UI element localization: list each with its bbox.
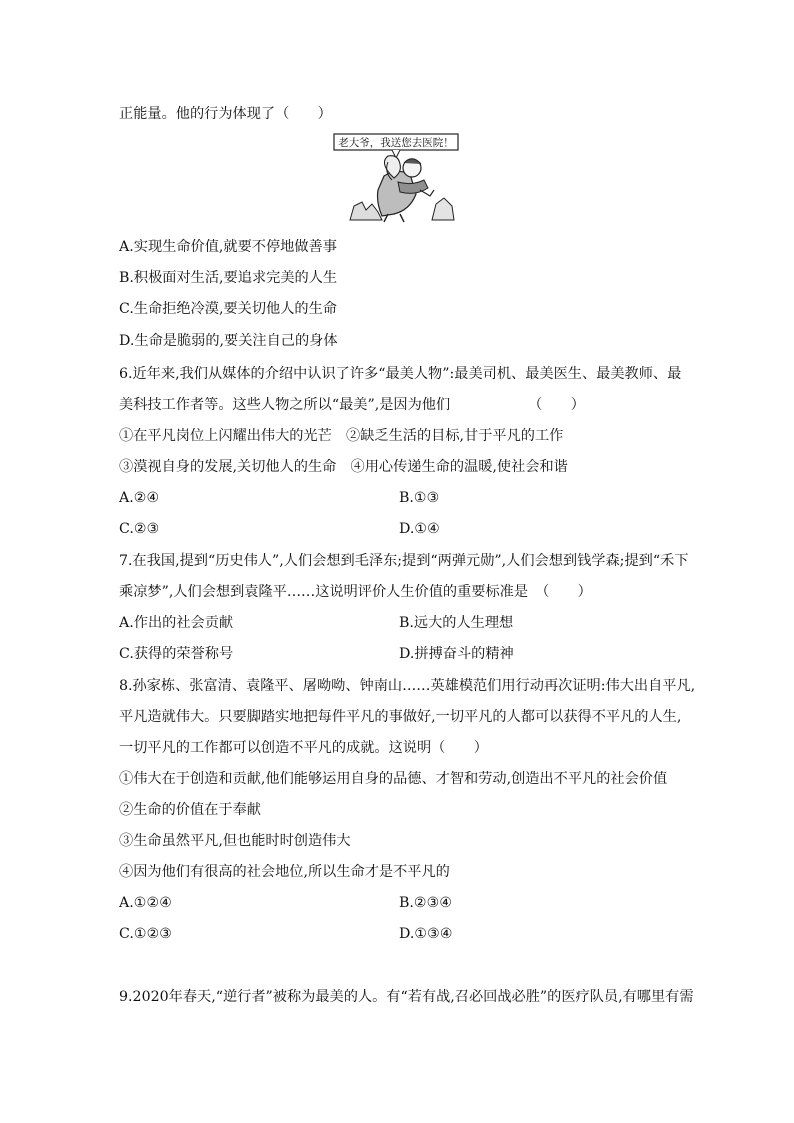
question-5-stem-end: 正能量。他的行为体现了（ ） [119,106,332,122]
q5-option-a: A.实现生命价值,就要不停地做善事 [119,239,337,255]
q8-statement-3: ③生命虽然平凡,但也能时时创造伟大 [119,833,351,849]
q6-option-a: A.②④ [119,490,160,506]
q8-stem-line-3: 一切平凡的工作都可以创造不平凡的成就。这说明（ ） [119,740,488,756]
q6-statement-1: ①在平凡岗位上闪耀出伟大的光芒 ②缺乏生活的目标,甘于平凡的工作 [119,428,564,444]
q7-option-a: A.作出的社会贡献 [119,615,234,631]
q8-stem-line-2: 平凡造就伟大。只要脚踏实地把每件平凡的事做好,一切平凡的人都可以获得不平凡的人生, [119,709,682,725]
q5-option-d: D.生命是脆弱的,要关注自己的身体 [119,333,338,349]
q9-stem-line-1: 9.2020年春天,“逆行者”被称为最美的人。有“若有战,召必回战必胜”的医疗队员,有哪里有需 [119,989,694,1005]
q7-option-c: C.获得的荣誉称号 [119,646,234,662]
q7-option-d: D.拼搏奋斗的精神 [399,646,514,662]
q8-statement-2: ②生命的价值在于奉献 [119,802,261,818]
q6-stem-line-2: 美科技工作者等。这些人物之所以“最美”,是因为他们 （ ） [119,397,585,413]
q8-option-b: B.②③④ [399,895,453,911]
cartoon-speech-text: 老大爷，我送您去医院！ [338,137,454,149]
q6-option-c: C.②③ [119,521,160,537]
q5-option-b: B.积极面对生活,要追求完美的人生 [119,270,338,286]
q7-option-b: B.远大的人生理想 [399,615,514,631]
cartoon-illustration [332,132,460,224]
q6-stem-line-1: 6.近年来,我们从媒体的介绍中认识了许多“最美人物”:最美司机、最美医生、最美教师、最 [119,366,682,382]
cartoon-drawing [332,132,460,224]
q8-option-a: A.①②④ [119,895,172,911]
q5-option-c: C.生命拒绝冷漠,要关切他人的生命 [119,301,337,317]
q6-option-d: D.①④ [399,521,440,537]
q8-statement-1: ①伟大在于创造和贡献,他们能够运用自身的品德、才智和劳动,创造出不平凡的社会价值 [119,771,668,787]
q8-option-c: C.①②③ [119,926,173,942]
q8-option-d: D.①③④ [399,926,453,942]
q6-option-b: B.①③ [399,490,440,506]
q8-stem-line-1: 8.孙家栋、张富清、袁隆平、屠呦呦、钟南山……英雄模范们用行动再次证明:伟大出自平凡, [119,678,696,694]
q7-stem-line-1: 7.在我国,提到“历史伟人”,人们会想到毛泽东;提到“两弹元勋”,人们会想到钱学森;提到“禾下 [119,553,689,569]
q7-stem-line-2: 乘凉梦”,人们会想到袁隆平……这说明评价人生价值的重要标准是 （ ） [119,584,592,600]
q6-statement-2: ③漠视自身的发展,关切他人的生命 ④用心传递生命的温暖,使社会和谐 [119,459,568,475]
q8-statement-4: ④因为他们有很高的社会地位,所以生命才是不平凡的 [119,864,450,880]
